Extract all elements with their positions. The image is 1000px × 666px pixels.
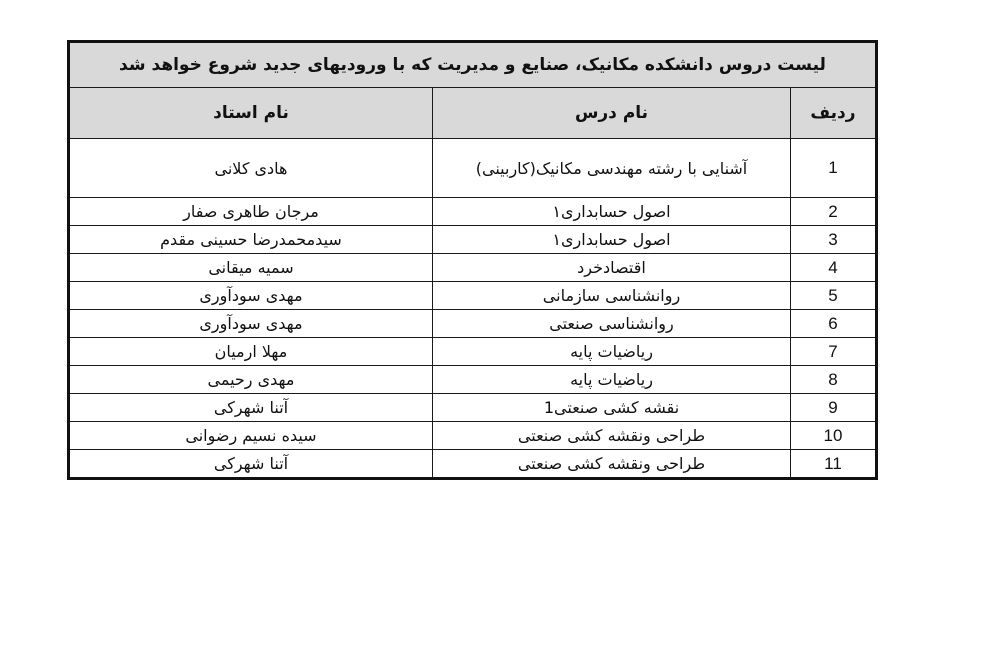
table-row xyxy=(68,254,876,282)
row-index: 6 xyxy=(791,310,877,338)
table-title: لیست دروس دانشکده مکانیک، صنایع و مدیریت که با ورودیهای جدید شروع خواهد شد xyxy=(68,42,876,88)
row-course: آشنایی با رشته مهندسی مکانیک(کاربینی) xyxy=(433,139,791,198)
table-row xyxy=(68,139,876,198)
row-course: نقشه کشی صنعتی1 xyxy=(433,394,791,422)
row-course: اقتصادخرد xyxy=(433,254,791,282)
row-teacher: مهدی سودآوری xyxy=(68,282,432,310)
row-course: روانشناسی سازمانی xyxy=(433,282,791,310)
row-teacher: مرجان طاهری صفار xyxy=(68,198,432,226)
table-header-row xyxy=(68,88,876,139)
row-course: روانشناسی صنعتی xyxy=(433,310,791,338)
table-row xyxy=(68,310,876,338)
row-index: 1 xyxy=(791,139,877,198)
row-teacher: سمیه میقانی xyxy=(68,254,432,282)
row-teacher: آتنا شهرکی xyxy=(68,450,432,479)
row-course: طراحی ونقشه کشی صنعتی xyxy=(433,450,791,479)
row-teacher: سیدمحمدرضا حسینی مقدم xyxy=(68,226,432,254)
table-row xyxy=(68,198,876,226)
table-row xyxy=(68,450,876,479)
row-teacher: هادی کلانی xyxy=(68,139,432,198)
row-course: طراحی ونقشه کشی صنعتی xyxy=(433,422,791,450)
row-teacher: آتنا شهرکی xyxy=(68,394,432,422)
row-teacher: مهلا ارمیان xyxy=(68,338,432,366)
row-course: اصول حسابداری۱ xyxy=(433,198,791,226)
table-title-row xyxy=(68,42,876,88)
row-course: ریاضیات پایه xyxy=(433,338,791,366)
row-course: اصول حسابداری۱ xyxy=(433,226,791,254)
row-index: 11 xyxy=(791,450,877,479)
header-teacher: نام استاد xyxy=(68,88,432,139)
row-index: 2 xyxy=(791,198,877,226)
row-teacher: مهدی رحیمی xyxy=(68,366,432,394)
row-index: 8 xyxy=(791,366,877,394)
row-index: 10 xyxy=(791,422,877,450)
header-index: ردیف xyxy=(791,88,877,139)
table-row xyxy=(68,366,876,394)
course-table xyxy=(67,40,878,480)
row-teacher: سیده نسیم رضوانی xyxy=(68,422,432,450)
course-list-sheet xyxy=(70,40,878,480)
row-index: 7 xyxy=(791,338,877,366)
header-course: نام درس xyxy=(433,88,791,139)
table-row xyxy=(68,394,876,422)
row-teacher: مهدی سودآوری xyxy=(68,310,432,338)
row-index: 9 xyxy=(791,394,877,422)
table-row xyxy=(68,282,876,310)
table-row xyxy=(68,422,876,450)
row-course: ریاضیات پایه xyxy=(433,366,791,394)
row-index: 4 xyxy=(791,254,877,282)
row-index: 5 xyxy=(791,282,877,310)
table-row xyxy=(68,226,876,254)
row-index: 3 xyxy=(791,226,877,254)
table-row xyxy=(68,338,876,366)
